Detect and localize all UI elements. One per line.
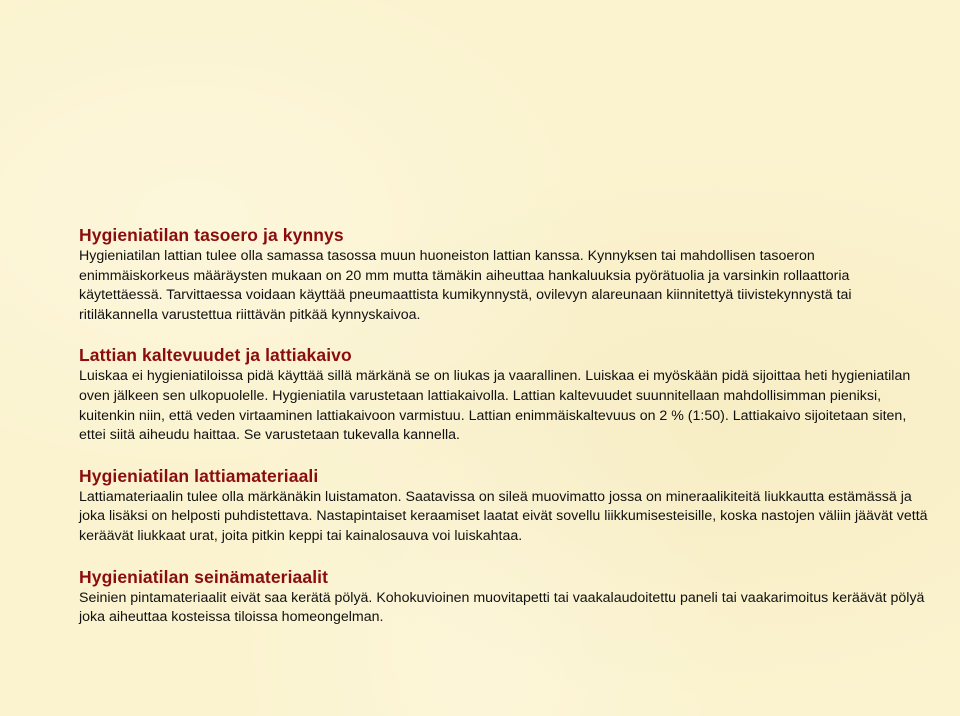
section-threshold (79, 224, 929, 325)
section-heading: Hygieniatilan seinämateriaalit (79, 566, 329, 587)
section-floor-slope (79, 344, 929, 445)
section-body: Luiskaa ei hygieniatiloissa pidä käyttää sillä märkänä se on liukas ja vaarallinen. Luiskaa ei myöskään pidä sijoittaa heti hygieniatilan oven jälkeen sen ulkopuolelle. Hygieniatila varustetaan lattiakaivolla. Lattian kaltevuudet suunnitellaan mahdollisimman pieniksi, kuitenkin niin, että veden virtaaminen lattiakaivoon varmistuu. Lattian enimmäiskaltevuus on 2 % (1:50). Lattiakaivo sijoitetaan siten, ettei siitä aiheudu haittaa. Se varustetaan tukevalla kannella. (79, 368, 911, 444)
section-body: Lattiamateriaalin tulee olla märkänäkin luistamaton. Saatavissa on sileä muovimatto jossa on mineraalikiteitä liukkautta estämässä ja joka lisäksi on helposti puhdistettava. Nastapintaiset keraamiset laatat eivät sovellu liikkumisesteisille, koska nastojen väliin jäävät vettä keräävät liukkaat urat, joita pitkin keppi tai kainalosauva voi luiskahtaa. (79, 488, 928, 544)
section-wall-material (79, 566, 929, 628)
section-floor-material (79, 465, 929, 547)
section-body: Seinien pintamateriaalit eivät saa kerätä pölyä. Kohokuvioinen muovitapetti tai vaakalaudoitettu paneli tai vaakarimoitus keräävät pölyä joka aiheuttaa kosteissa tiloissa homeongelman. (79, 589, 925, 626)
section-heading: Lattian kaltevuudet ja lattiakaivo (79, 345, 352, 366)
section-heading: Hygieniatilan lattiamateriaali (79, 465, 319, 486)
section-body: Hygieniatilan lattian tulee olla samassa tasossa muun huoneiston lattian kanssa. Kynnyksen tai mahdollisen tasoeron enimmäiskorkeus määräysten mukaan on 20 mm mutta tämäkin aiheuttaa hankaluuksia pyörätuolia ja varsinkin rollaattoria käytettäessä. Tarvittaessa voidaan käyttää pneumaattista kumikynnystä, ovilevyn alareunaan kiinnitettyä tiivistekynnystä tai ritiläkannella varustettua riittävän pitkää kynnyskaivoa. (79, 248, 852, 323)
section-heading: Hygieniatilan tasoero ja kynnys (79, 225, 344, 245)
document-content (79, 224, 929, 647)
